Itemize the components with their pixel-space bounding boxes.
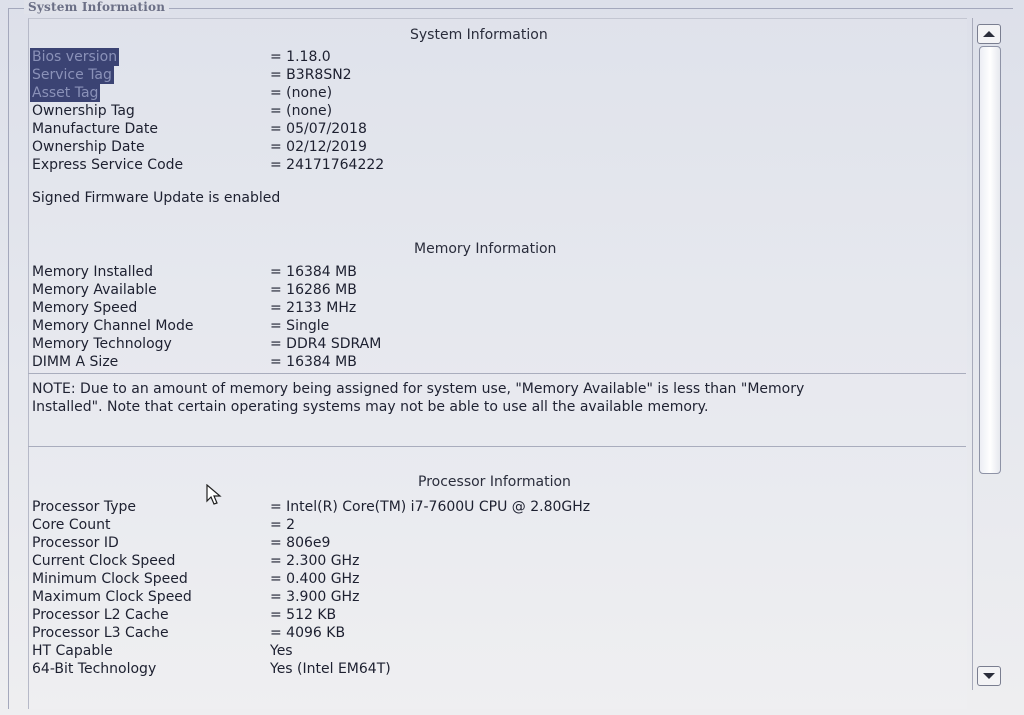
row-value: = Single [270, 318, 330, 334]
row-label: Bios version [32, 49, 118, 65]
divider [28, 373, 966, 374]
scroll-up-button[interactable] [977, 24, 1001, 44]
row-value: = 2 [270, 517, 296, 533]
row-label: Memory Installed [32, 264, 154, 280]
memory-row-technology [32, 335, 382, 353]
row-label: Service Tag [32, 67, 112, 83]
memory-row-dimm-a-size [32, 353, 357, 371]
row-value: = 05/07/2018 [270, 121, 367, 137]
scroll-down-button[interactable] [977, 666, 1001, 686]
system-row-asset-tag [32, 84, 333, 102]
memory-row-installed [32, 263, 357, 281]
row-value: = Intel(R) Core(TM) i7-7600U CPU @ 2.80GHz [270, 499, 591, 515]
row-value: = 3.900 GHz [270, 589, 360, 605]
row-value: = (none) [270, 103, 333, 119]
processor-row-l2-cache [32, 606, 337, 624]
processor-row-64bit [32, 660, 391, 678]
row-value: = 16286 MB [270, 282, 357, 298]
row-value: = 806e9 [270, 535, 331, 551]
row-value: = (none) [270, 85, 333, 101]
row-value: Yes [270, 643, 293, 659]
row-label: Memory Speed [32, 300, 138, 316]
signed-firmware-status: Signed Firmware Update is enabled [32, 190, 281, 206]
row-label: 64-Bit Technology [32, 661, 157, 677]
row-value: = 0.400 GHz [270, 571, 360, 587]
row-value: = 512 KB [270, 607, 337, 623]
row-value: Yes (Intel EM64T) [270, 661, 391, 677]
row-label: Memory Available [32, 282, 157, 298]
row-value: = 2133 MHz [270, 300, 357, 316]
row-label: HT Capable [32, 643, 113, 659]
row-value: = B3R8SN2 [270, 67, 352, 83]
processor-row-ht-capable [32, 642, 293, 660]
row-value: = 1.18.0 [270, 49, 331, 65]
processor-row-max-clock [32, 588, 360, 606]
processor-row-l3-cache [32, 624, 346, 642]
processor-info-heading: Processor Information [418, 474, 571, 490]
memory-info-heading: Memory Information [414, 241, 557, 257]
row-label: Core Count [32, 517, 111, 533]
row-label: DIMM A Size [32, 354, 119, 370]
row-label: Ownership Date [32, 139, 145, 155]
system-row-manufacture-date [32, 120, 367, 138]
arrow-up-icon [983, 31, 995, 37]
row-label: Processor L3 Cache [32, 625, 169, 641]
processor-row-min-clock [32, 570, 360, 588]
row-value: = 4096 KB [270, 625, 346, 641]
processor-row-core-count [32, 516, 296, 534]
vertical-scrollbar[interactable] [972, 18, 1005, 690]
row-value: = 24171764222 [270, 157, 385, 173]
processor-row-id [32, 534, 331, 552]
system-row-express-service-code [32, 156, 385, 174]
system-info-heading: System Information [410, 27, 548, 43]
memory-note: NOTE: Due to an amount of memory being assigned for system use, "Memory Available" is less than "Memory Installed". Note that certain operating systems may not be able to use all the available memory. [32, 381, 805, 415]
row-label: Memory Technology [32, 336, 172, 352]
row-label: Manufacture Date [32, 121, 158, 137]
row-label: Memory Channel Mode [32, 318, 194, 334]
row-value: = 16384 MB [270, 354, 357, 370]
divider [28, 446, 966, 447]
row-label: Ownership Tag [32, 103, 135, 119]
mouse-pointer-icon [206, 484, 222, 510]
system-row-ownership-tag [32, 102, 333, 120]
row-value: = DDR4 SDRAM [270, 336, 382, 352]
row-label: Current Clock Speed [32, 553, 176, 569]
row-label: Processor ID [32, 535, 119, 551]
row-value: = 2.300 GHz [270, 553, 360, 569]
group-box-title: System Information [24, 0, 169, 14]
row-label: Processor L2 Cache [32, 607, 169, 623]
row-label: Minimum Clock Speed [32, 571, 188, 587]
row-label: Express Service Code [32, 157, 184, 173]
memory-row-available [32, 281, 357, 299]
processor-row-type [32, 498, 591, 516]
processor-row-current-clock [32, 552, 360, 570]
row-value: = 02/12/2019 [270, 139, 367, 155]
scrollbar-thumb[interactable] [979, 46, 1001, 474]
memory-row-speed [32, 299, 357, 317]
system-row-ownership-date [32, 138, 367, 156]
row-label: Processor Type [32, 499, 137, 515]
row-label: Maximum Clock Speed [32, 589, 192, 605]
system-row-service-tag [32, 66, 352, 84]
system-row-bios [32, 48, 331, 66]
memory-row-channel-mode [32, 317, 330, 335]
row-label: Asset Tag [32, 85, 99, 101]
row-value: = 16384 MB [270, 264, 357, 280]
arrow-down-icon [983, 673, 995, 679]
